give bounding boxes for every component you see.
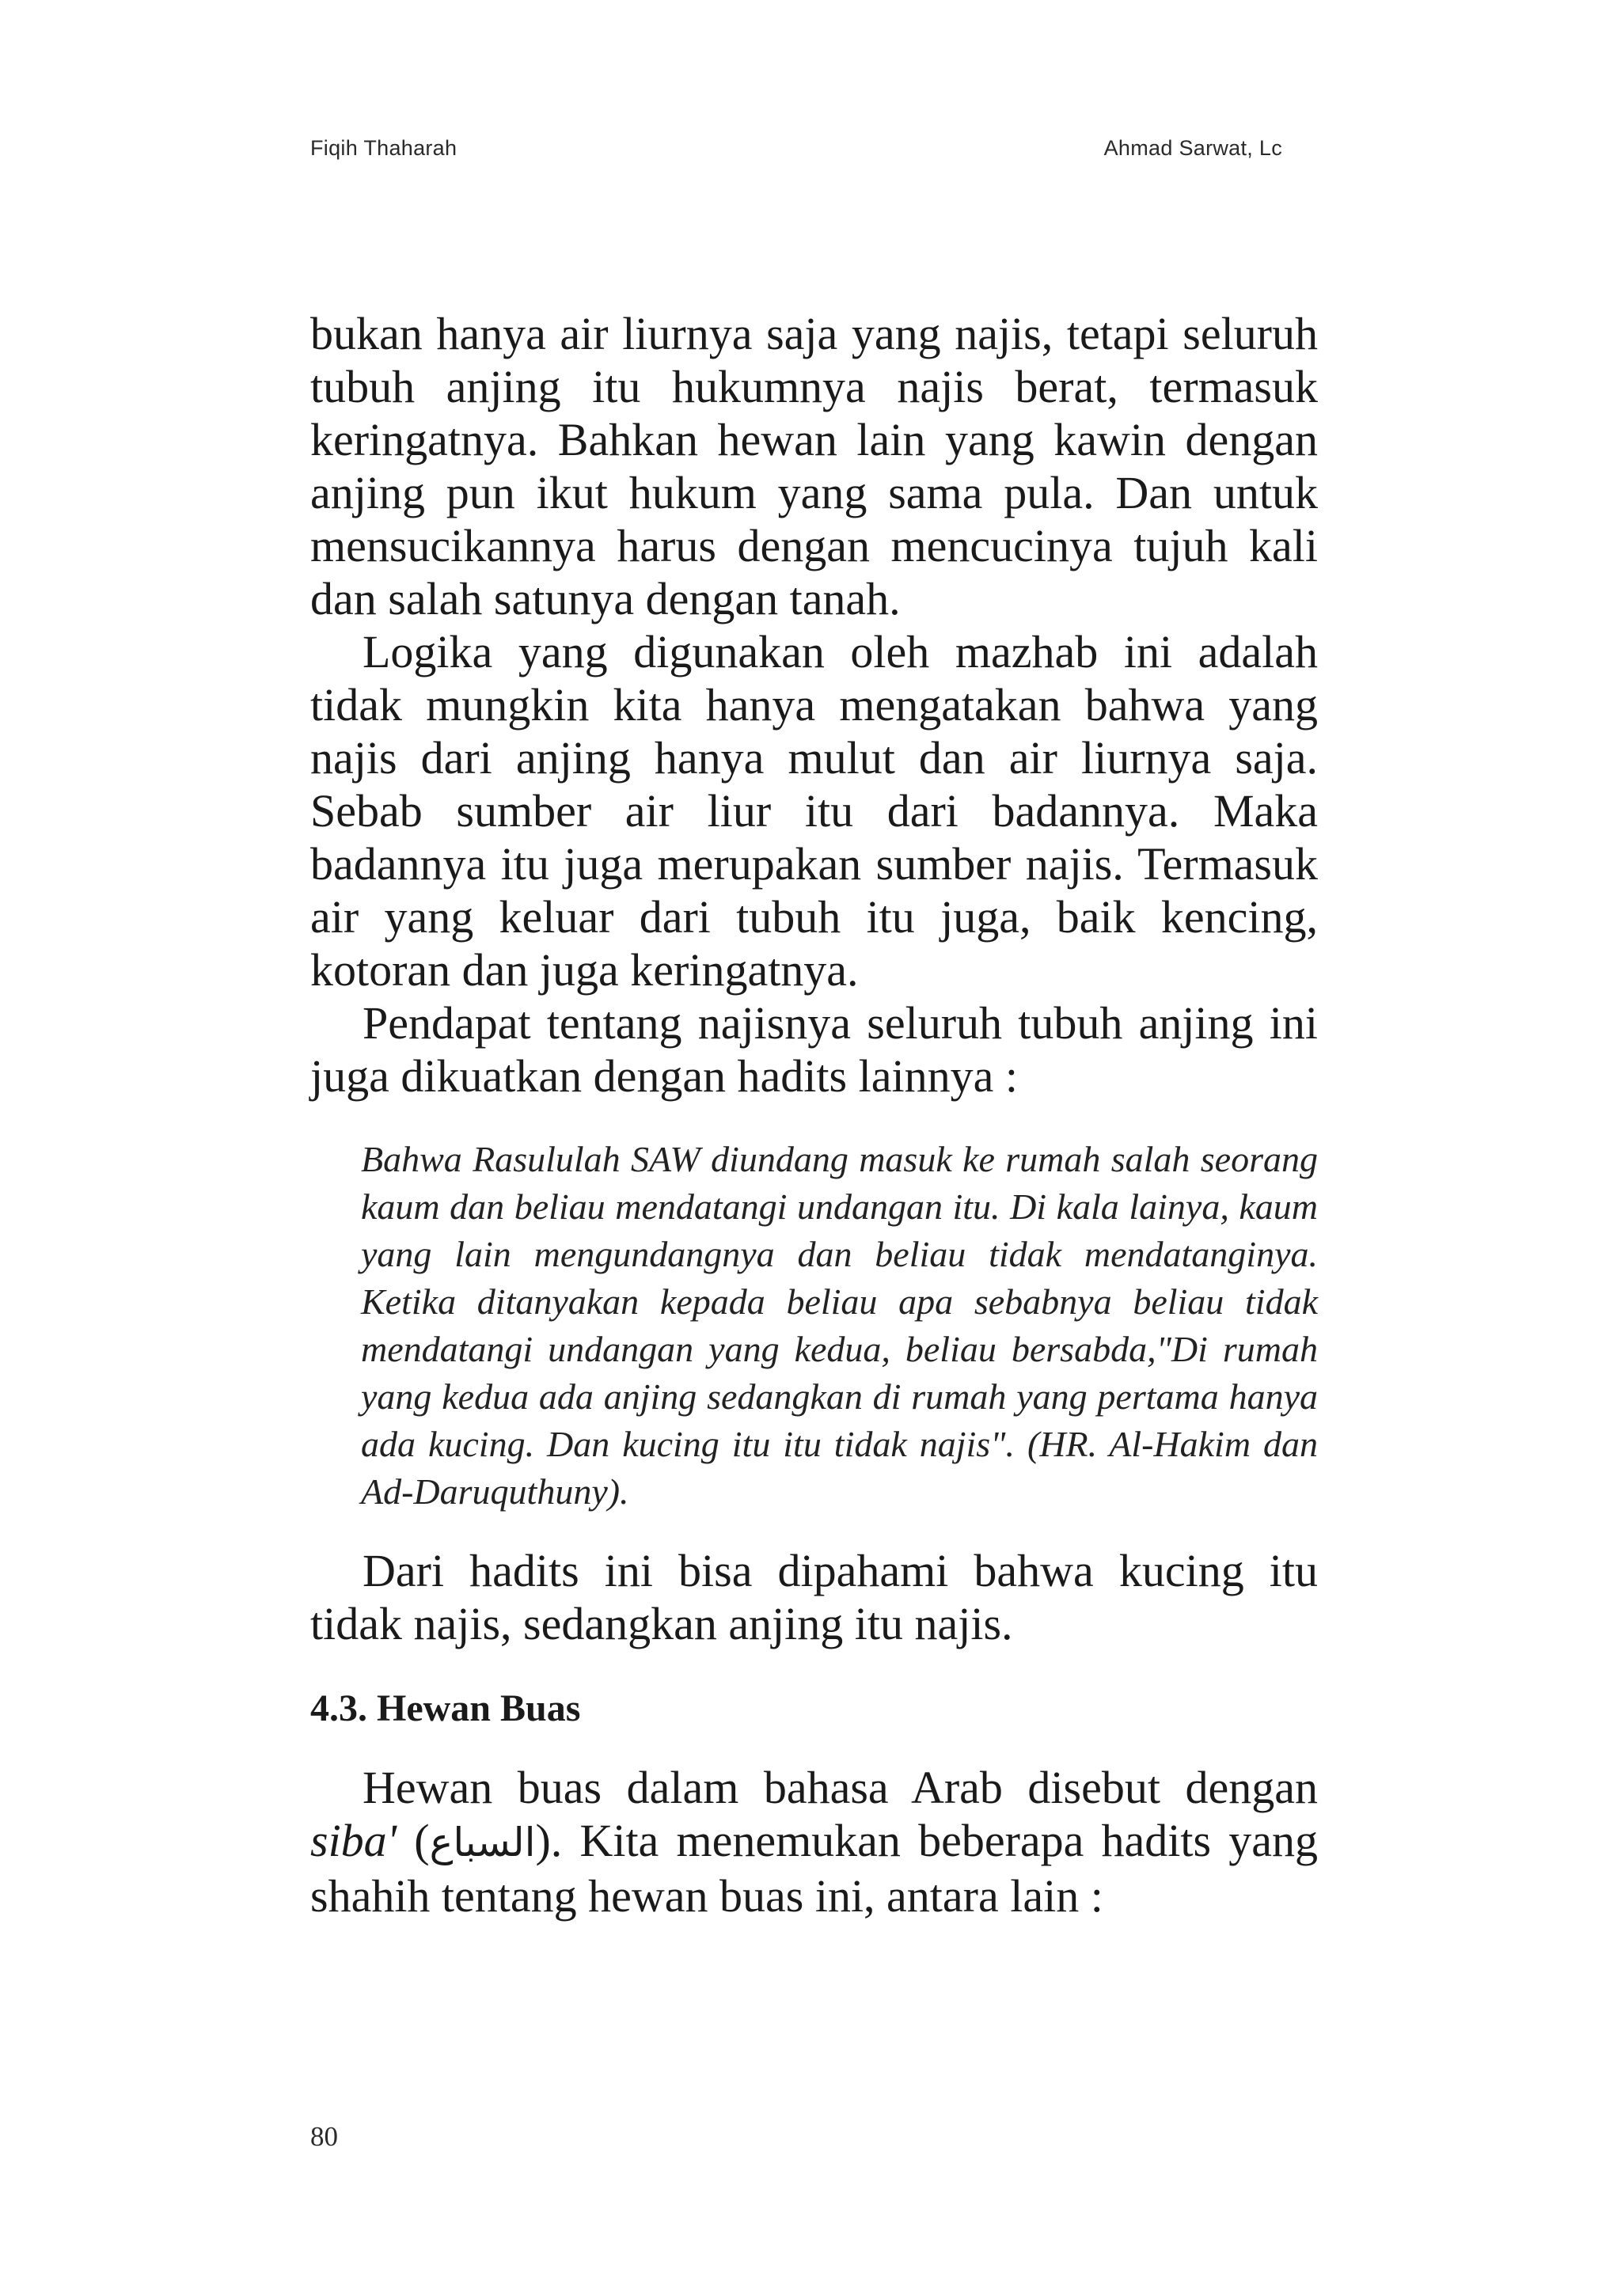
paragraph-5-start: Hewan buas dalam bahasa Arab disebut dengan	[363, 1762, 1318, 1813]
hadith-quote: Bahwa Rasululah SAW diundang masuk ke rumah salah seorang kaum dan beliau mendatangi undangan itu. Di kala lainya, kaum yang lain mengundangnya dan beliau tidak mendatanginya. Ketika ditanyakan kepada beliau apa sebabnya beliau tidak mendatangi undangan yang kedua, beliau bersabda,"Di rumah yang kedua ada anjing sedangkan di rumah yang pertama hanya ada kucing. Dan kucing itu itu tidak najis". (HR. Al-Hakim dan Ad-Daruquthuny).	[361, 1139, 1318, 1512]
paragraph-2: Logika yang digunakan oleh mazhab ini adalah tidak mungkin kita hanya mengatakan bahwa yang najis dari anjing hanya mulut dan air liurnya saja. Sebab sumber air liur itu dari badannya. Maka badannya itu juga merupakan sumber najis. Termasuk air yang keluar dari tubuh itu juga, baik kencing, kotoran dan juga keringatnya.	[310, 626, 1318, 996]
author-name: Ahmad Sarwat, Lc	[1103, 136, 1282, 160]
paragraph-5-end: ). Kita menemukan beberapa hadits yang shahih tentang hewan buas ini, antara lain :	[310, 1815, 1318, 1922]
book-title: Fiqih Thaharah	[310, 136, 457, 160]
term-siba: siba'	[310, 1815, 397, 1866]
paragraph-4: Dari hadits ini bisa dipahami bahwa kucing itu tidak najis, sedangkan anjing itu najis.	[310, 1545, 1318, 1649]
paragraph-5	[310, 1761, 1318, 1922]
page-content	[310, 307, 1318, 1922]
section-heading: 4.3. Hewan Buas	[310, 1687, 581, 1729]
arabic-term: السباع	[429, 1820, 536, 1865]
page-number: 80	[310, 2121, 338, 2152]
running-header	[310, 136, 1282, 161]
paragraph-3: Pendapat tentang najisnya seluruh tubuh anjing ini juga dikuatkan dengan hadits lainnya :	[310, 997, 1318, 1102]
paren-open: (	[397, 1815, 430, 1866]
paragraph-1: bukan hanya air liurnya saja yang najis, tetapi seluruh tubuh anjing itu hukumnya najis berat, termasuk keringatnya. Bahkan hewan lain yang kawin dengan anjing pun ikut hukum yang sama pula. Dan untuk mensucikannya harus dengan mencucinya tujuh kali dan salah satunya dengan tanah.	[310, 308, 1318, 624]
